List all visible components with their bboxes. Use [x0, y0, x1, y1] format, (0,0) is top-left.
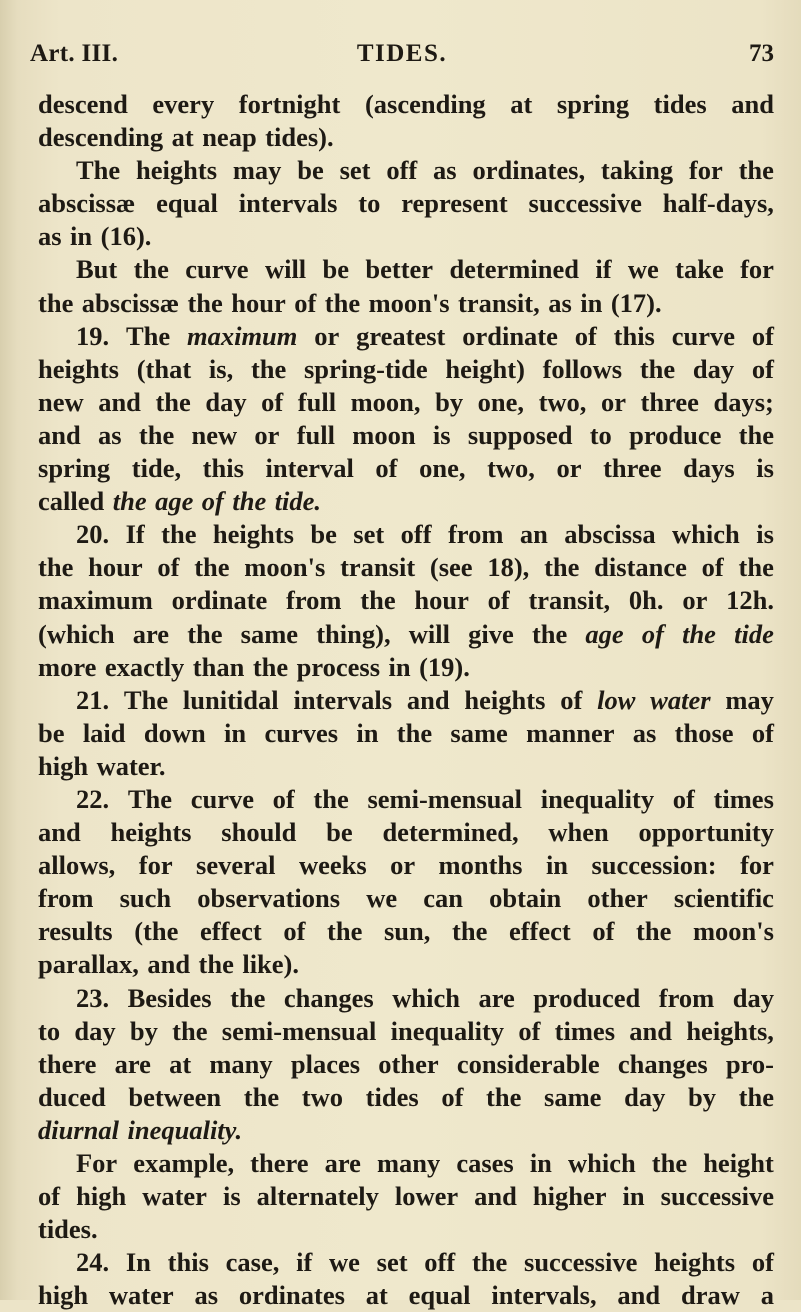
text-line: duced between the two tides of the same day by the — [38, 1081, 774, 1112]
running-head — [30, 40, 774, 74]
body-text — [38, 88, 774, 1312]
text-line: But the curve will be better determined if we take for — [76, 254, 774, 285]
text-line: of high water is alternately lower and higher in successive — [38, 1181, 774, 1212]
text-line: descend every fortnight (ascending at spring tides and — [38, 89, 774, 119]
text-line: For example, there are many cases in which the height — [76, 1148, 774, 1178]
text-line: abscissæ equal intervals to represent successive half-days, — [38, 188, 774, 219]
text-line: descending at neap tides). — [38, 122, 334, 153]
section-reference: Art. III. — [30, 40, 119, 67]
text-line: The heights may be set off as ordinates, taking for the — [76, 155, 774, 186]
text-line: as in (16). — [38, 221, 152, 252]
text-line: 22. The curve of the semi-mensual inequality of times — [76, 783, 774, 814]
text-line: 24. In this case, if we set off the successive heights of — [76, 1247, 774, 1278]
text-line: heights (that is, the spring-tide height) follows the day of — [38, 353, 774, 384]
text-line: allows, for several weeks or months in succession: for — [38, 850, 774, 881]
text-line: diurnal inequality. — [38, 1114, 243, 1145]
text-line: be laid down in curves in the same manner as those of — [38, 717, 774, 748]
text-line: high water as ordinates at equal intervals, and draw a — [38, 1280, 774, 1311]
text-line: there are at many places other considerable changes pro- — [38, 1048, 774, 1079]
text-line: the abscissæ the hour of the moon's transit, as in (17). — [38, 287, 662, 318]
text-line: 21. The lunitidal intervals and heights of low water may — [76, 684, 774, 715]
text-line: more exactly than the process in (19). — [38, 651, 470, 682]
page-number: 73 — [749, 40, 774, 67]
text-line: 20. If the heights be set off from an abscissa which is — [76, 519, 774, 550]
chapter-title: TIDES. — [356, 40, 448, 67]
text-line: called the age of the tide. — [38, 486, 322, 517]
text-line: and heights should be determined, when opportunity — [38, 817, 774, 848]
text-line: high water. — [38, 750, 166, 781]
text-line: to day by the semi-mensual inequality of times and heights, — [38, 1015, 774, 1046]
text-line: (which are the same thing), will give the age of the tide — [38, 618, 774, 649]
text-line: the hour of the moon's transit (see 18), the distance of the — [38, 552, 774, 583]
text-line: results (the effect of the sun, the effect of the moon's — [38, 916, 774, 947]
text-line: tides. — [38, 1214, 98, 1245]
text-line: and as the new or full moon is supposed to produce the — [38, 419, 774, 450]
text-line: 19. The maximum or greatest ordinate of this curve of — [76, 320, 774, 351]
text-line: parallax, and the like). — [38, 949, 300, 980]
text-line: maximum ordinate from the hour of transit, 0h. or 12h. — [38, 585, 774, 616]
text-line: from such observations we can obtain other scientific — [38, 883, 774, 914]
text-line: spring tide, this interval of one, two, or three days is — [38, 453, 774, 484]
text-line: 23. Besides the changes which are produced from day — [76, 982, 774, 1013]
text-line: new and the day of full moon, by one, two, or three days; — [38, 386, 774, 417]
